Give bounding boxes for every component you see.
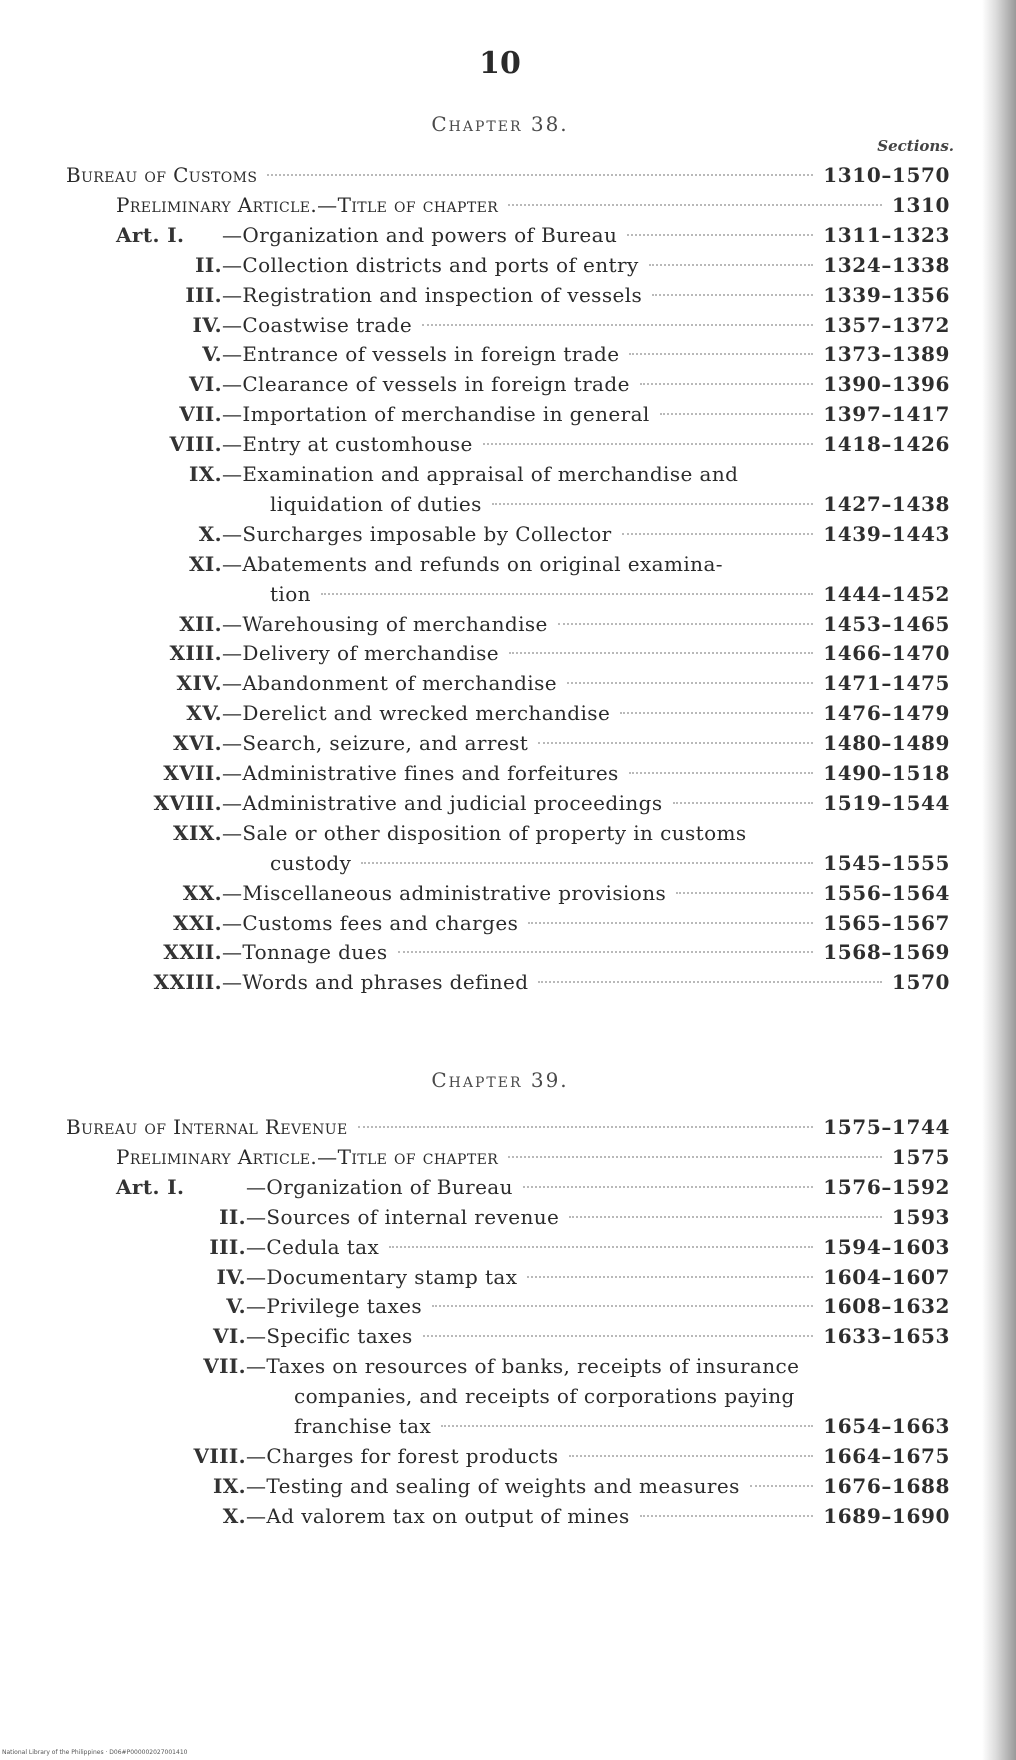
article-number: IV. (192, 312, 222, 337)
dot-leader (640, 383, 813, 385)
dot-leader (441, 1425, 813, 1427)
dot-leader (652, 294, 813, 296)
entry-title: —Importation of merchandise in general (222, 402, 650, 427)
chapter39-entry (66, 1112, 950, 1142)
entry-title: Bureau of Internal Revenue (66, 1115, 348, 1139)
chapter39-entry (66, 1232, 950, 1262)
article-number: VII. (179, 402, 222, 427)
entry-title: —Administrative and judicial proceedings (222, 790, 663, 815)
dot-leader (423, 1335, 814, 1337)
chapter-38-heading: Chapter 38. (431, 112, 569, 136)
entry-title: custody (270, 850, 352, 875)
article-number: X. (222, 1503, 246, 1528)
article-number: XVI. (173, 731, 222, 756)
article-number: X. (198, 521, 222, 546)
entry-title: Bureau of Customs (66, 163, 258, 187)
chapter38-entry (66, 579, 950, 609)
dot-leader (649, 264, 814, 266)
section-range: 1594–1603 (823, 1234, 950, 1259)
entry-title: —Entry at customhouse (222, 432, 473, 457)
chapter38-entry (66, 908, 950, 938)
section-range: 1418–1426 (823, 432, 950, 457)
section-range: 1664–1675 (823, 1443, 950, 1468)
article-number: VI. (212, 1324, 246, 1349)
chapter38-entry (66, 369, 950, 399)
dot-leader (432, 1305, 813, 1307)
chapter38-entry (66, 339, 950, 369)
entry-title: Preliminary Article.—Title of chapter (116, 192, 499, 217)
entry-title: —Sale or other disposition of property in customs (222, 820, 747, 845)
dot-leader (622, 533, 814, 535)
dot-leader (361, 862, 813, 864)
library-footer-note: National Library of the Philippines · D06#P000002027001410 (2, 1749, 188, 1756)
dot-leader (538, 742, 813, 744)
entry-title: —Administrative fines and forfeitures (222, 761, 619, 785)
dot-leader (508, 1156, 882, 1158)
chapter38-entry (66, 967, 950, 997)
article-number: XX. (182, 880, 222, 905)
chapter38-entry (66, 788, 950, 818)
entry-title: —Miscellaneous administrative provisions (222, 880, 667, 905)
chapter38-entry (66, 250, 950, 280)
chapter38-entry (66, 280, 950, 310)
chapter38-entry (66, 220, 950, 250)
entry-title: —Taxes on resources of banks, receipts of insurance (246, 1354, 800, 1379)
chapter38-entry (66, 848, 950, 878)
chapter38-entry (66, 758, 950, 788)
entry-title: —Search, seizure, and arrest (222, 731, 529, 756)
section-range: 1324–1338 (823, 252, 950, 277)
section-range: 1689–1690 (823, 1503, 950, 1528)
dot-leader (483, 443, 814, 445)
article-number: III. (185, 282, 222, 307)
entry-title: —Abatements and refunds on original examina- (222, 551, 723, 576)
chapter39-entry (66, 1381, 950, 1411)
dot-leader (567, 682, 813, 684)
chapter38-entry (66, 310, 950, 340)
section-range: 1339–1356 (823, 282, 950, 307)
section-range: 1545–1555 (823, 850, 950, 875)
entry-title: liquidation of duties (270, 491, 482, 516)
section-range: 1471–1475 (823, 671, 950, 696)
section-range: 1593 (891, 1204, 950, 1229)
entry-title: companies, and receipts of corporations paying (294, 1384, 795, 1409)
section-range: 1565–1567 (823, 910, 950, 935)
page-number: 10 (479, 46, 521, 81)
section-range: 1311–1323 (823, 222, 950, 247)
dot-leader (398, 951, 814, 953)
chapter39-entry (66, 1291, 950, 1321)
chapter38-entry (66, 429, 950, 459)
chapter39-entry (66, 1202, 950, 1232)
article-number: XII. (179, 611, 222, 636)
article-number: XIX. (173, 820, 222, 845)
chapter38-entry (66, 878, 950, 908)
dot-leader (629, 353, 813, 355)
section-range: 1570 (891, 970, 950, 995)
entry-title: —Delivery of merchandise (222, 641, 499, 666)
article-number: XI. (188, 551, 222, 576)
article-number: V. (226, 1294, 246, 1319)
entry-title: —Clearance of vessels in foreign trade (222, 372, 630, 397)
entry-title: —Ad valorem tax on output of mines (246, 1503, 630, 1528)
section-range: 1575 (891, 1144, 950, 1169)
entry-title: franchise tax (294, 1414, 432, 1438)
chapter38-entry (66, 190, 950, 220)
section-range: 1444–1452 (823, 581, 950, 606)
chapter39-entry (66, 1501, 950, 1531)
entry-title: —Coastwise trade (222, 312, 413, 337)
article-number: Art. I. (116, 1174, 185, 1199)
chapter39-entry (66, 1172, 950, 1202)
section-range: 1576–1592 (823, 1174, 950, 1199)
entry-title: —Collection districts and ports of entry (222, 252, 639, 277)
chapter38-entry (66, 160, 950, 190)
dot-leader (660, 413, 814, 415)
dot-leader (523, 1186, 813, 1188)
dot-leader (620, 712, 813, 714)
dot-leader (629, 772, 814, 774)
article-number: XIV. (176, 671, 222, 696)
chapter38-entry (66, 549, 950, 579)
section-range: 1373–1389 (823, 342, 950, 367)
chapter38-entry (66, 399, 950, 429)
article-number: VIII. (169, 432, 222, 457)
dot-leader (673, 802, 814, 804)
chapter38-entry (66, 668, 950, 698)
entry-title: —Sources of internal revenue (246, 1204, 560, 1229)
entry-title: —Words and phrases defined (222, 970, 529, 995)
chapter38-entry (66, 638, 950, 668)
chapter38-entry (66, 818, 950, 848)
chapter38-entry (66, 489, 950, 519)
article-number: VIII. (193, 1443, 246, 1468)
section-range: 1390–1396 (823, 372, 950, 397)
entry-title: —Abandonment of merchandise (222, 671, 557, 696)
chapter39-entry (66, 1441, 950, 1471)
dot-leader (527, 1276, 813, 1278)
section-range: 1604–1607 (823, 1264, 950, 1289)
entry-title: —Derelict and wrecked merchandise (222, 701, 611, 726)
section-range: 1310 (891, 192, 950, 217)
entry-title: —Organization of Bureau (246, 1174, 513, 1199)
entry-title: —Customs fees and charges (222, 910, 519, 935)
article-number: XXII. (163, 940, 222, 965)
section-range: 1476–1479 (823, 701, 950, 726)
section-range: 1480–1489 (823, 731, 950, 756)
entry-title: —Registration and inspection of vessels (222, 282, 643, 307)
article-number: IV. (216, 1264, 246, 1289)
dot-leader (422, 324, 813, 326)
entry-title: Preliminary Article.—Title of chapter (116, 1144, 499, 1169)
dot-leader (750, 1485, 813, 1487)
chapter39-entry (66, 1471, 950, 1501)
dot-leader (569, 1455, 814, 1457)
article-number: II. (195, 252, 222, 277)
article-number: IX. (188, 462, 222, 486)
dot-leader (538, 981, 881, 983)
section-range: 1490–1518 (823, 761, 950, 785)
entry-title: —Charges for forest products (246, 1443, 559, 1468)
section-range: 1556–1564 (823, 880, 950, 905)
section-range: 1357–1372 (823, 312, 950, 337)
article-number: VII. (203, 1354, 246, 1379)
section-range: 1568–1569 (823, 940, 950, 965)
section-range: 1397–1417 (823, 402, 950, 427)
section-range: 1466–1470 (823, 641, 950, 666)
article-number: XV. (186, 701, 222, 726)
dot-leader (508, 204, 882, 206)
section-range: 1633–1653 (823, 1324, 950, 1349)
chapter39-entry (66, 1262, 950, 1292)
article-number: XIII. (169, 641, 222, 666)
section-range: 1519–1544 (823, 790, 950, 815)
chapter38-entry (66, 937, 950, 967)
dot-leader (321, 593, 813, 595)
dot-leader (389, 1246, 813, 1248)
section-range: 1676–1688 (823, 1473, 950, 1498)
article-number: XXI. (173, 910, 222, 935)
dot-leader (640, 1515, 814, 1517)
section-range: 1439–1443 (823, 521, 950, 546)
article-number: V. (202, 342, 222, 367)
entry-title: —Specific taxes (246, 1324, 413, 1349)
chapter39-entry (66, 1321, 950, 1351)
section-range: 1654–1663 (823, 1414, 950, 1438)
entry-title: —Warehousing of merchandise (222, 611, 548, 636)
page-edge-shadow (982, 0, 1016, 1760)
dot-leader (509, 652, 813, 654)
section-range: 1608–1632 (823, 1294, 950, 1319)
chapter38-entry (66, 698, 950, 728)
entry-title: —Testing and sealing of weights and measures (246, 1473, 740, 1498)
entry-title: —Examination and appraisal of merchandise and (222, 462, 739, 486)
chapter-39-heading: Chapter 39. (431, 1068, 569, 1092)
entry-title: —Cedula tax (246, 1234, 380, 1259)
entry-title: —Surcharges imposable by Collector (222, 521, 612, 546)
sections-column-label: Sections. (877, 137, 954, 155)
dot-leader (492, 503, 814, 505)
entry-title: —Documentary stamp tax (246, 1264, 518, 1289)
entry-title: —Organization and powers of Bureau (222, 222, 618, 247)
section-range: 1575–1744 (823, 1115, 950, 1139)
dot-leader (558, 623, 813, 625)
chapter39-entry (66, 1411, 950, 1441)
article-number: II. (219, 1204, 246, 1229)
section-range: 1310–1570 (823, 163, 950, 187)
article-number: XVII. (163, 761, 222, 785)
chapter39-entry (66, 1351, 950, 1381)
article-number: XXIII. (153, 970, 222, 995)
article-number: III. (209, 1234, 246, 1259)
chapter38-entry (66, 609, 950, 639)
dot-leader (267, 174, 813, 176)
chapter38-entry (66, 519, 950, 549)
chapter39-entry (66, 1142, 950, 1172)
article-number: VI. (188, 372, 222, 397)
chapter38-entry (66, 459, 950, 489)
dot-leader (676, 892, 813, 894)
entry-title: —Entrance of vessels in foreign trade (222, 342, 620, 367)
chapter38-entry (66, 728, 950, 758)
section-range: 1427–1438 (823, 491, 950, 516)
dot-leader (528, 922, 813, 924)
dot-leader (358, 1126, 814, 1128)
article-number: Art. I. (116, 222, 185, 247)
article-number: XVIII. (153, 790, 222, 815)
section-range: 1453–1465 (823, 611, 950, 636)
dot-leader (569, 1216, 882, 1218)
entry-title: tion (270, 581, 311, 606)
article-number: IX. (212, 1473, 246, 1498)
entry-title: —Tonnage dues (222, 940, 388, 965)
dot-leader (627, 234, 813, 236)
entry-title: —Privilege taxes (246, 1294, 423, 1319)
